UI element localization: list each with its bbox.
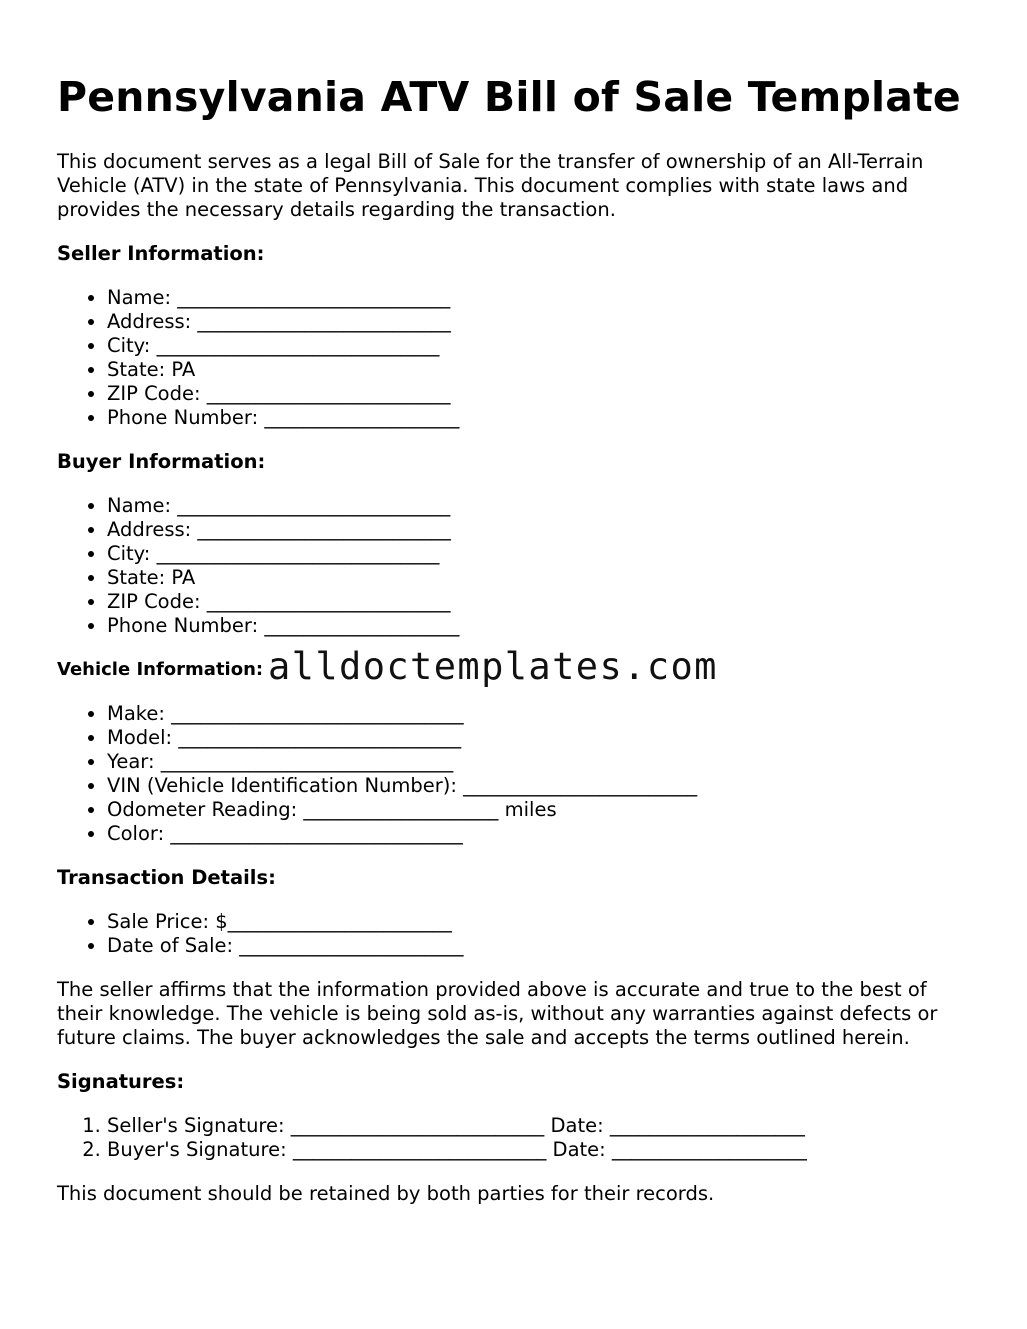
vehicle-color-field: • Color: ______________________________ [107, 822, 977, 846]
seller-city-field: • City: _____________________________ [107, 334, 977, 358]
vehicle-heading: Vehicle Information: [57, 659, 264, 680]
vehicle-year-field: • Year: ______________________________ [107, 750, 977, 774]
seller-state-field: • State: PA [107, 358, 977, 382]
document-title: Pennsylvania ATV Bill of Sale Template [57, 73, 961, 121]
buyer-zip-field: • ZIP Code: _________________________ [107, 590, 977, 614]
vehicle-list [57, 702, 977, 846]
signatures-heading: Signatures: [57, 1070, 185, 1093]
buyer-phone-field: • Phone Number: ____________________ [107, 614, 977, 638]
signatures-list [57, 1114, 977, 1162]
seller-list [57, 286, 977, 430]
vehicle-model-field: • Model: _____________________________ [107, 726, 977, 750]
seller-name-field: • Name: ____________________________ [107, 286, 977, 310]
seller-heading: Seller Information: [57, 242, 265, 265]
vehicle-odometer-field: • Odometer Reading: ____________________ miles [107, 798, 977, 822]
closing-paragraph: This document should be retained by both parties for their records. [57, 1182, 715, 1205]
vehicle-make-field: • Make: ______________________________ [107, 702, 977, 726]
transaction-heading: Transaction Details: [57, 866, 276, 889]
seller-zip-field: • ZIP Code: _________________________ [107, 382, 977, 406]
watermark: alldoctemplates.com [268, 645, 718, 688]
buyer-list [57, 494, 977, 638]
vehicle-vin-field: • VIN (Vehicle Identification Number): ________________________ [107, 774, 977, 798]
seller-address-field: • Address: __________________________ [107, 310, 977, 334]
buyer-heading: Buyer Information: [57, 450, 266, 473]
intro-paragraph: This document serves as a legal Bill of Sale for the transfer of ownership of an All-Terrain Vehicle (ATV) in the state of Pennsylvania. This document complies with state laws and provides the necessary details regarding the transaction. [57, 150, 924, 221]
document-page [57, 0, 977, 1206]
buyer-city-field: • City: _____________________________ [107, 542, 977, 566]
buyer-address-field: • Address: __________________________ [107, 518, 977, 542]
seller-signature-line: 1. Seller's Signature: __________________________ Date: ____________________ [107, 1114, 977, 1138]
sale-date-field: • Date of Sale: _______________________ [107, 934, 977, 958]
seller-phone-field: • Phone Number: ____________________ [107, 406, 977, 430]
buyer-signature-line: 2. Buyer's Signature: __________________________ Date: ____________________ [107, 1138, 977, 1162]
buyer-name-field: • Name: ____________________________ [107, 494, 977, 518]
sale-price-field: • Sale Price: $_______________________ [107, 910, 977, 934]
transaction-list [57, 910, 977, 958]
buyer-state-field: • State: PA [107, 566, 977, 590]
affirmation-paragraph: The seller affirms that the information provided above is accurate and true to the best of their knowledge. The vehicle is being sold as-is, without any warranties against defects or future claims. The buyer acknowledges the sale and accepts the terms outlined herein. [57, 978, 938, 1049]
